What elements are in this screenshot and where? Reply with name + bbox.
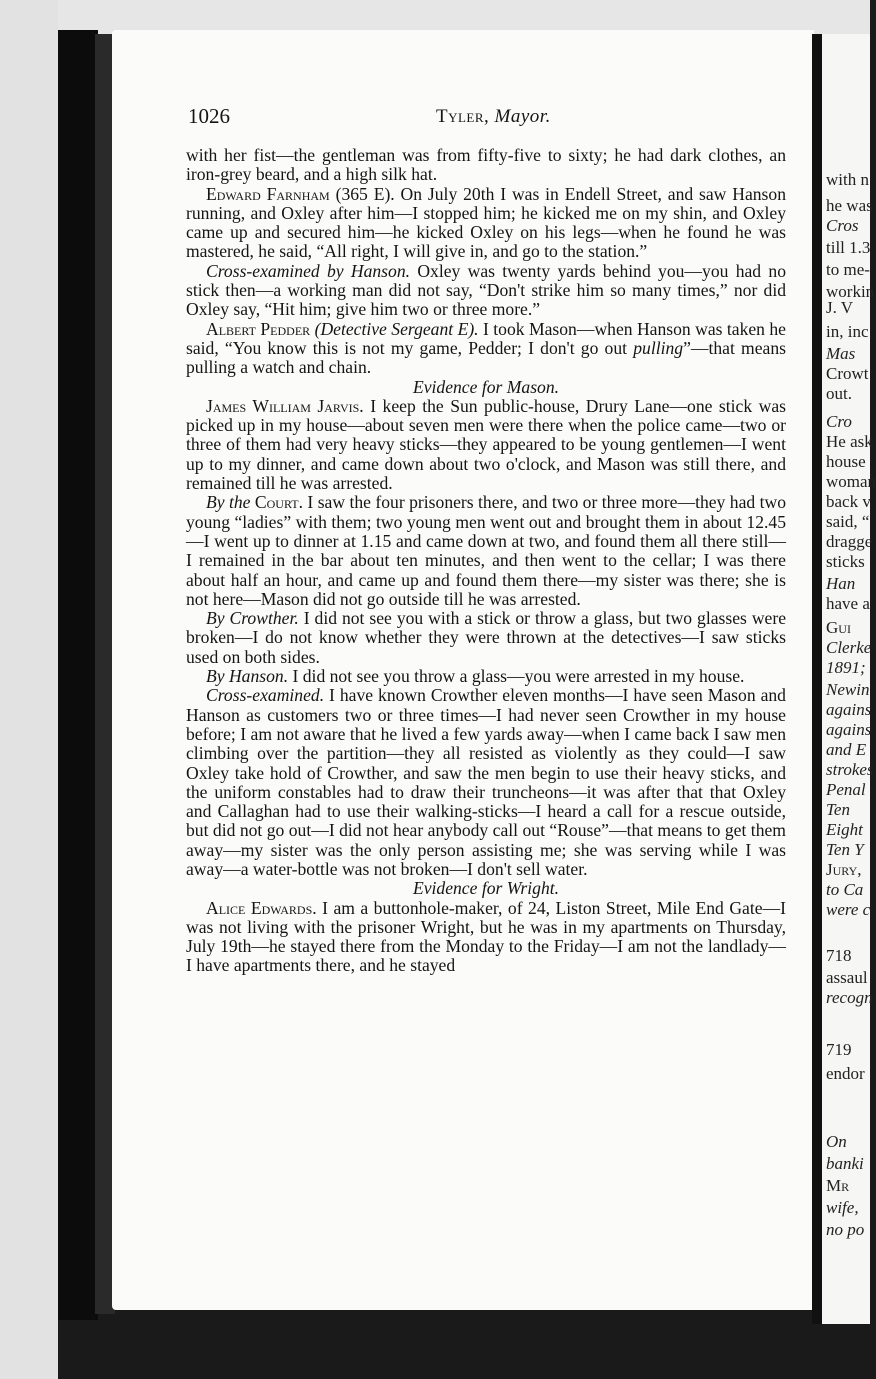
- witness-name: Alice Edwards.: [206, 897, 317, 918]
- facing-page-line: he was: [826, 196, 873, 215]
- testimony-text: I keep the Sun public-house, Drury Lane—one stick was picked up in my house—about seven men were there when the police came—two or three of them had very heavy sticks—they appeared to be young gentlemen—I went up to my dinner, and came down about two o'clock, and Mason was still there, and remained till he was arrested.: [186, 395, 786, 494]
- facing-page-line: Mas: [826, 344, 856, 363]
- testimony-paragraph: [186, 609, 786, 667]
- testimony-text: I took Mason—when Hanson was taken he said, “You know this is not my game, Pedder; I don't go out: [186, 318, 786, 358]
- facing-page-line: Cro: [826, 412, 852, 431]
- testimony-text: ”—that means pulling a watch and chain.: [186, 337, 786, 378]
- testimony-paragraph: [186, 262, 786, 320]
- testimony-text: I saw the four prisoners there, and two or three more—they had two young “ladies” with them; two young men went out and brought them in about 12.45—I went up to dinner at 1.15 and came down at two, and found them all there still—I remained in the bar about ten minutes, and then went to the cellar; I was there about half an hour, and came up and found them there—my sister was there; she is not here—Mason did not go outside till he was arrested.: [186, 492, 786, 609]
- testimony-paragraph: [186, 397, 786, 493]
- page-number: 1026: [188, 104, 230, 128]
- facing-page-line: said, “: [826, 512, 870, 531]
- witness-name: Albert Pedder: [206, 318, 311, 339]
- facing-page-line: Jury,: [826, 860, 862, 879]
- facing-page-line: no po: [826, 1220, 865, 1239]
- examination-label: By the: [206, 492, 251, 513]
- facing-page-line: He ask: [826, 432, 873, 451]
- facing-page-line: strokes: [826, 760, 874, 779]
- facing-page-line: and E: [826, 740, 867, 759]
- facing-page-line: house: [826, 452, 866, 471]
- examination-label: By Crowther.: [206, 608, 299, 629]
- facing-page-line: Newin: [826, 680, 870, 699]
- witness-name: James William Jarvis.: [206, 395, 364, 416]
- testimony-paragraph: [186, 667, 786, 686]
- facing-page-fragment: [812, 34, 876, 1324]
- page-header: [188, 104, 778, 132]
- facing-page-line: sticks: [826, 552, 865, 571]
- witness-role: (Detective Sergeant E).: [314, 318, 479, 339]
- testimony-text: I am a buttonhole-maker, of 24, Liston Street, Mile End Gate—I was not living with the prisoner Wright, but he was in my apartments on Thursday, July 19th—he stayed there from the Monday to the Friday—I am not the landlady—I have apartments there, and he stayed: [186, 897, 786, 976]
- facing-page-line: have a: [826, 594, 870, 613]
- facing-page-line: till 1.3: [826, 238, 871, 257]
- examination-label-court: Court.: [254, 492, 303, 513]
- testimony-paragraph: [186, 899, 786, 976]
- facing-page-line: On: [826, 1132, 847, 1151]
- facing-page-line: assaul: [826, 968, 868, 987]
- running-title-office: Mayor.: [494, 106, 551, 127]
- facing-page-line: in, inc: [826, 322, 869, 341]
- facing-page-line: out.: [826, 384, 852, 403]
- running-title: [436, 106, 551, 128]
- facing-page-line: agains: [826, 700, 872, 719]
- facing-page-line: back v: [826, 492, 871, 511]
- facing-page-line: woman: [826, 472, 876, 491]
- facing-page-line: Eight: [826, 820, 863, 839]
- facing-page-line: endor: [826, 1064, 865, 1083]
- slang-term: pulling: [633, 337, 684, 358]
- witness-name: Edward Farnham: [206, 183, 330, 204]
- facing-page-line: J. V: [826, 298, 854, 317]
- facing-page-line: Gui: [826, 618, 851, 637]
- facing-page-line: to Ca: [826, 880, 864, 899]
- paragraph-continuation: with her fist—the gentleman was from fifty-five to sixty; he had dark clothes, an iron-grey beard, and a high silk hat.: [186, 145, 786, 185]
- book-binding: [58, 30, 98, 1320]
- facing-page-line: 1891;: [826, 658, 866, 677]
- facing-page-line: Crowt: [826, 364, 869, 383]
- facing-page-line: Cros: [826, 216, 859, 235]
- testimony-paragraph: [186, 185, 786, 262]
- testimony-text: (365 E). On July 20th I was in Endell Street, and saw Hanson running, and Oxley after him—I stopped him; he kicked me on my shin, and Oxley came up and secured him—he kicked Oxley on his legs—when he found he was mastered, he said, “All right, I will give in, and go to the station.”: [186, 183, 786, 262]
- facing-page-line: Ten: [826, 800, 850, 819]
- facing-page-line: to me-: [826, 260, 870, 279]
- facing-page-line: Penal: [826, 780, 866, 799]
- facing-page-line: recogn: [826, 988, 873, 1007]
- testimony-text: I did not see you throw a glass—you were arrested in my house.: [292, 666, 745, 687]
- page-body: [186, 146, 786, 976]
- section-heading: Evidence for Mason.: [412, 376, 560, 397]
- facing-page-line: were c: [826, 900, 871, 919]
- facing-page-line: 719: [826, 1040, 852, 1059]
- page-gutter: [812, 34, 822, 1324]
- running-title-name: Tyler,: [436, 106, 490, 127]
- facing-page-line: Ten Y: [826, 840, 864, 859]
- facing-page-line: dragge: [826, 532, 873, 551]
- examination-label: By Hanson.: [206, 666, 289, 687]
- facing-page-line: Han: [826, 574, 856, 593]
- examination-label: Cross-examined.: [206, 685, 325, 706]
- testimony-paragraph: [186, 493, 786, 609]
- facing-page-line: with n: [826, 170, 869, 189]
- testimony-text: I did not see you with a stick or throw a glass, but two glasses were broken—I do not know whether they were thrown at the detectives—I saw sticks used on both sides.: [186, 608, 786, 667]
- facing-page-line: banki: [826, 1154, 864, 1173]
- testimony-text: Oxley was twenty yards behind you—you had no stick then—a working man did not say, “Don't strike him so many times,” nor did Oxley say, “Hit him; give him two or three more.”: [186, 260, 786, 320]
- section-heading: Evidence for Wright.: [412, 878, 560, 899]
- facing-page-line: workin: [826, 282, 875, 301]
- testimony-paragraph: [186, 686, 786, 879]
- facing-page-line: wife,: [826, 1198, 859, 1217]
- facing-page-line: 718: [826, 946, 852, 965]
- scan-left-margin: [0, 0, 58, 1379]
- examination-label: Cross-examined by Hanson.: [206, 260, 411, 281]
- testimony-text: I have known Crowther eleven months—I have seen Mason and Hanson as customers two or three times—I had never seen Crowther in my house before; I am not aware that he lived a few yards away—when I came back I saw men climbing over the partition—they all resisted as violently as they could—I saw Oxley take hold of Crowther, and saw the men begin to use their heavy sticks, and the uniform constables had to draw their truncheons—it was after that that Oxley and Callaghan had to use their walking-sticks—I heard a call for a rescue outside, but did not go out—I did not hear anybody call out “Rouse”—that means to get them away—my sister was the only person assisting me; she was serving while I was away—a water-bottle was not broken—I don't sell water.: [186, 685, 786, 879]
- testimony-paragraph: [186, 320, 786, 378]
- facing-page-line: Clerke: [826, 638, 872, 657]
- facing-page-line: agains: [826, 720, 872, 739]
- facing-page-line: Mr: [826, 1176, 850, 1195]
